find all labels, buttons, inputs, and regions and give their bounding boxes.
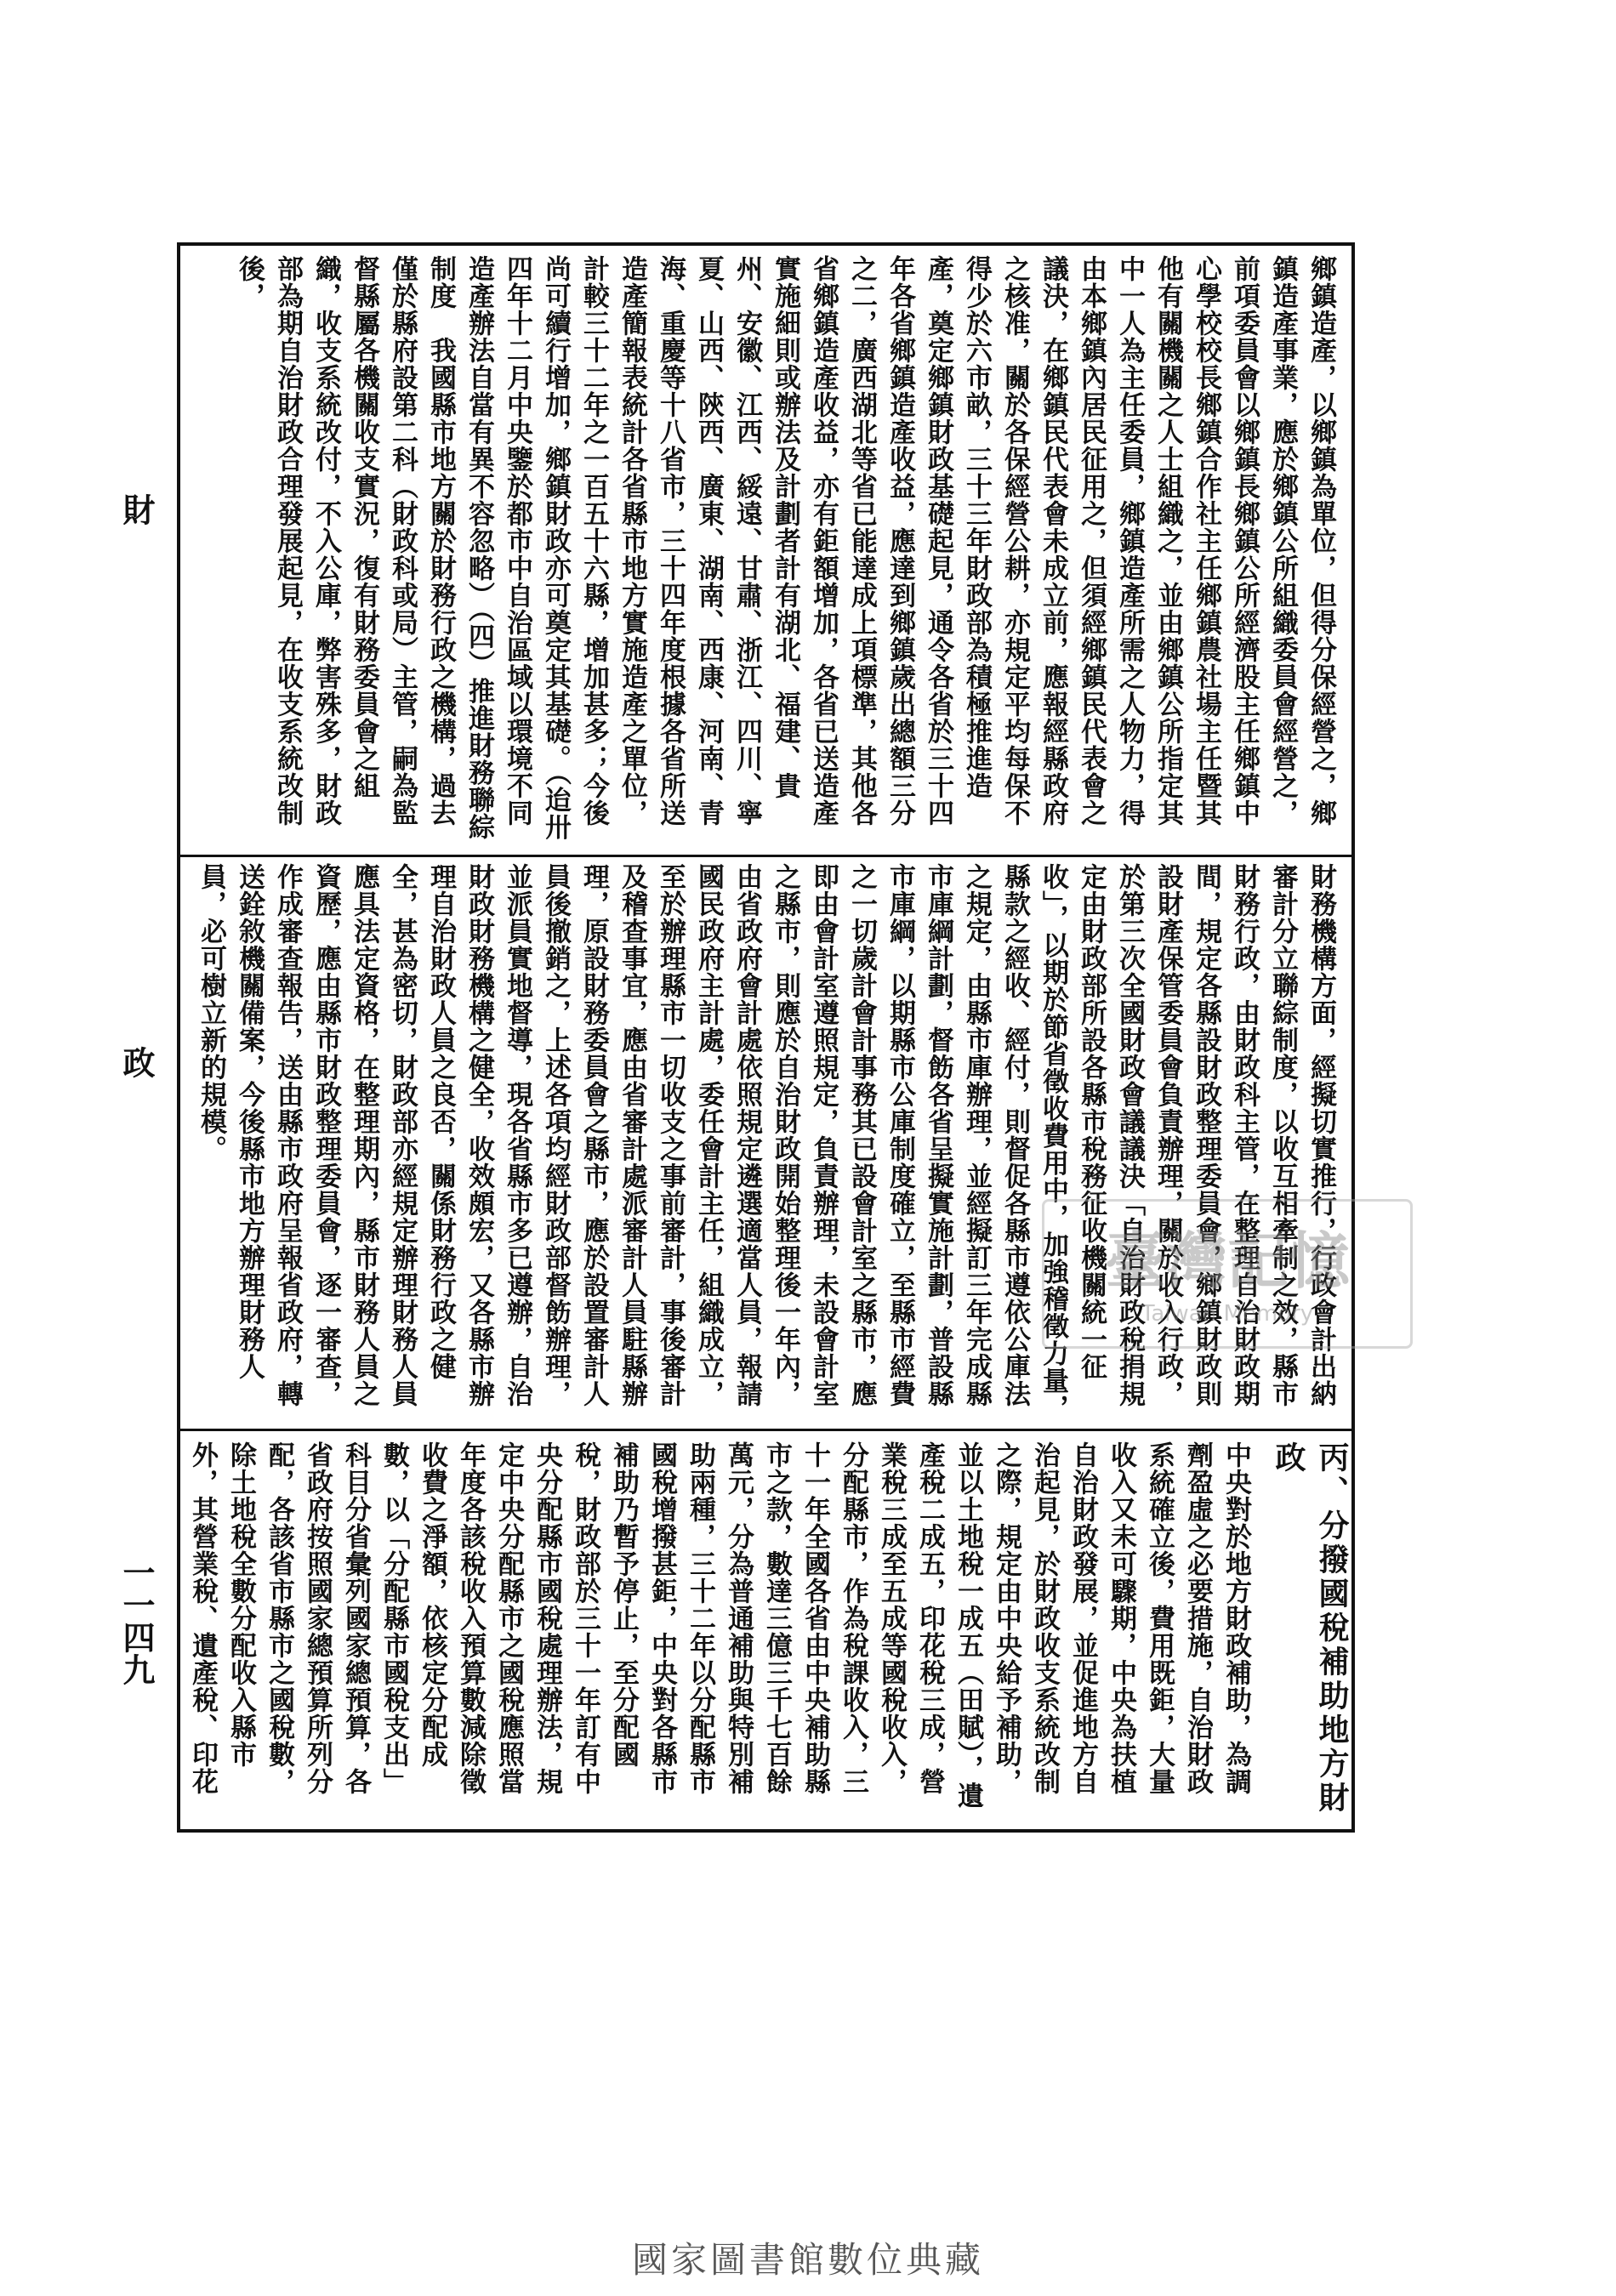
margin-section-char-2: 政 <box>117 1046 156 1078</box>
page-number: 一一四九 <box>117 1556 156 1685</box>
footer-credit: 國家圖書館數位典藏 <box>631 2239 984 2281</box>
middle-section-text: 財務機構方面，經擬切實推行，行政會計出納審計分立聯綜制度，以收互相牽制之效，縣市財務行政，由財政科主管，在整理自治財政期間，規定各縣設財政整理委員會，鄉鎮財政則設財產保管委員會負責辦理，關於收入行政，於第三次全國財政會議議決「自治財政稅捐規定由財政部所設各縣市稅務征收機關統一征收」，以期於節省徵收費用中，加強稽徵力量，縣款之經收、經付，則督促各縣市遵依公庫法之規定，由縣市庫辦理，並經擬訂三年完成縣市庫綱計劃，督飭各省呈擬實施計劃，普設縣市庫綱，以期縣市公庫制度確立，至縣市經費之一切歲計會計事務其已設會計室之縣市，應即由會計室遵照規定，負責辦理，未設會計室之縣市，則應於自治財政開始整理後一年內，由省政府會計處依照規定遴選適當人員，報請國民政府主計處，委任會計主任，組織成立，至於辦理縣市一切收支之事前審計，事後審計及稽查事宜，應由省審計處派審計人員駐縣辦理，原設財務委員會之縣市，應於設置審計人員後撤銷之，上述各項均經財政部督飭辦理，並派員實地督導，現各省縣市多已遵辦，自治財政財務機構之健全，收效頗宏，又各縣市辦理自治財政人員之良否，關係財務行政之健全，甚為密切，財政部亦經規定辦理財務人員應具法定資格，在整理期內，縣市財務人員之資歷，應由縣市財政整理委員會，逐一審查，作成審查報告，送由縣市政府呈報省政府，轉送銓敘機關備案，今後縣市地方辦理財務人員，必可樹立新的規模。 <box>196 863 1336 1422</box>
section-divider-bottom <box>177 1429 1355 1431</box>
seal-sublabel: Taiwan Memory <box>1141 1301 1314 1327</box>
section-divider-top <box>177 855 1355 857</box>
library-watermark-seal <box>1042 1199 1413 1349</box>
bottom-section-text: 中央對於地方財政補助，為調劑盈虛之必要措施，自治財政系統確立後，費用既鉅，大量收入又未可驟期，中央為扶植自治財政發展，並促進地方自治起見，於財政收支系統改制之際，規定由中央給予補助，並以土地稅一成五（田賦），遺產稅二成五，印花稅三成，營業稅三成至五成等國稅收入，分配縣市，作為稅課收入，三十一年全國各省由中央補助縣市之款，數達三億三千七百餘萬元，分為普通補助與特別補助兩種，三十二年以分配縣市國稅增撥甚鉅，中央對各縣市補助乃暫予停止，至分配國稅，財政部於三十一年訂有中央分配縣市國稅處理辦法，規定中央分配縣市之國稅應照當年度各該稅收入預算數減除徵收費之淨額，依核定分配成數，以「分配縣市國稅支出」科目分省彙列國家總預算，各省政府按照國家總預算所列分配，各該省市縣市之國稅數，除土地稅全數分配收入縣市外，其營業稅、遺產稅、印花 <box>187 1441 1251 1810</box>
seal-label: 臺灣記憶 <box>1104 1225 1351 1297</box>
margin-section-char-1: 財 <box>117 493 156 526</box>
section-heading: 丙、分撥國稅補助地方財政 <box>1271 1441 1350 1816</box>
top-section-text: 鄉鎮造產，以鄉鎮為單位，但得分保經營之，鄉鎮造產事業，應於鄉鎮公所組織委員會經營之，前項委員會以鄉鎮長鄉鎮公所經濟股主任鄉鎮中心學校校長鄉鎮合作社主任鄉鎮農社場主任暨其他有關機關之人士組織之，並由鄉鎮公所指定其中一人為主任委員，鄉鎮造產所需之人物力，得由本鄉鎮內居民征用之，但須經鄉鎮民代表會之議決，在鄉鎮民代表會未成立前，應報經縣政府之核准，關於各保經營公耕，亦規定平均每保不得少於六市畝，三十三年財政部為積極推進造產，奠定鄉鎮財政基礎起見，通令各省於三十四年各省鄉鎮造產收益，應達到鄉鎮歲出總額三分之二，廣西湖北等省已能達成上項標準，其他各省鄉鎮造產收益，亦有鉅額增加，各省已送造產實施細則或辦法及計劃者計有湖北、福建、貴州、安徽、江西、綏遠、甘肅、浙江、四川、寧夏、山西、陝西、廣東、湖南、西康、河南、青海、重慶等十八省市，三十四年度根據各省所送造產簡報表統計各省縣市地方實施造產之單位，計較三十二年之一百五十六縣，增加甚多；今後尚可續行增加，鄉鎮財政亦可奠定其基礎。（迨卅四年十二月中央鑒於都市中自治區域以環境不同造產辦法自當有異不容忽略）（四）推進財務聯綜制度 我國縣市地方關於財務行政之機構，過去僅於縣府設第二科（財政科或局）主管，嗣為監督縣屬各機關收支實況，復有財務委員會之組織，收支系統改付，不入公庫，弊害殊多，財政部為期自治財政合理發展起見，在收支系統改制後， <box>234 255 1336 841</box>
